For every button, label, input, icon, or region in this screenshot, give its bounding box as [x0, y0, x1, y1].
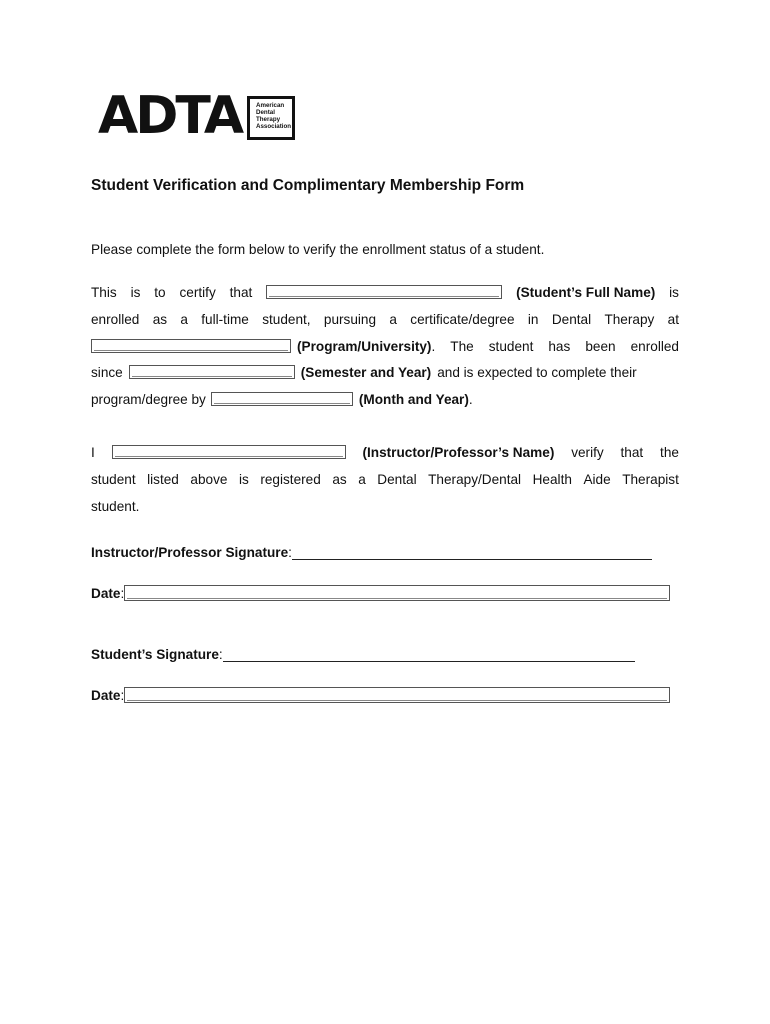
word: pursuing: [323, 311, 377, 327]
colon: :: [218, 647, 223, 662]
word: since: [91, 364, 123, 380]
word: a: [180, 311, 188, 327]
logo-letters: ADTA: [98, 86, 242, 146]
logo-line-2: Dental: [256, 109, 275, 116]
word: student.: [91, 498, 140, 514]
word: above: [190, 471, 228, 487]
semester-year-field[interactable]: [129, 365, 295, 379]
date-label: Date: [91, 585, 121, 601]
logo-line-3: Therapy: [256, 116, 281, 123]
word: in: [527, 311, 539, 327]
instructor-signature-label: Instructor/Professor Signature: [91, 545, 289, 560]
word: certificate/degree: [410, 311, 515, 327]
word: listed: [147, 471, 179, 487]
colon: :: [120, 687, 125, 703]
instructor-date-field[interactable]: [124, 585, 670, 601]
word: is: [130, 284, 141, 300]
instructor-name-label: (Instructor/Professor’s Name): [362, 444, 555, 460]
colon: :: [288, 545, 292, 560]
form-title: Student Verification and Complimentary Membership Form: [91, 177, 525, 194]
certify-line-1: [91, 282, 679, 302]
word: Aide: [583, 471, 611, 487]
verify-line-2: [91, 469, 679, 489]
intro-text: Please complete the form below to verify the enrollment status of a student.: [91, 242, 545, 257]
verify-line-1: [91, 442, 679, 462]
word: student: [91, 471, 136, 487]
instructor-signature-line[interactable]: [292, 547, 652, 560]
word: as: [152, 311, 168, 327]
verify-line-3: [91, 496, 679, 516]
word: full-time: [201, 311, 249, 327]
word: at: [667, 311, 679, 327]
certify-line-5: [91, 389, 679, 409]
word: student,: [262, 311, 311, 327]
semester-year-label: (Semester and Year): [300, 364, 432, 380]
word: is: [669, 284, 679, 300]
student-signature-line[interactable]: [223, 649, 635, 662]
word: enrolled: [91, 311, 140, 327]
word: been: [585, 338, 616, 354]
certify-line-4: [91, 362, 679, 382]
word: Health: [532, 471, 572, 487]
word: The: [450, 338, 474, 354]
word: Dental: [377, 471, 417, 487]
logo-line-1: American: [256, 102, 285, 109]
certify-line-4-end: and is expected to complete their: [437, 364, 637, 380]
word: Therapist: [622, 471, 679, 487]
word: verify: [571, 444, 604, 460]
certify-line-2: [91, 309, 679, 329]
word: as: [332, 471, 347, 487]
word: student: [488, 338, 534, 354]
program-degree-by: program/degree by: [91, 391, 206, 407]
student-date-field[interactable]: [124, 687, 670, 703]
word: .: [431, 338, 436, 354]
period: .: [468, 391, 473, 407]
instructor-name-field[interactable]: [112, 445, 346, 459]
student-signature-row: [91, 647, 635, 662]
word: I: [91, 444, 95, 460]
word: Therapy/Dental: [428, 471, 522, 487]
word: that: [229, 284, 253, 300]
student-date-row: [91, 687, 670, 703]
word: is: [238, 471, 249, 487]
word: certify: [179, 284, 216, 300]
certify-line-3: [91, 336, 679, 356]
word: This: [91, 284, 117, 300]
date-label: Date: [91, 687, 121, 703]
student-signature-label: Student’s Signature: [91, 647, 219, 662]
word: a: [389, 311, 397, 327]
word: registered: [260, 471, 321, 487]
word: Dental: [551, 311, 592, 327]
certify-line-3-tail: [431, 339, 679, 354]
adta-logo: [98, 86, 308, 146]
word: has: [548, 338, 571, 354]
instructor-date-row: [91, 585, 670, 601]
month-year-label: (Month and Year): [358, 391, 469, 407]
student-full-name-label: (Student’s Full Name): [516, 284, 656, 300]
colon: :: [120, 585, 125, 601]
word: that: [620, 444, 644, 460]
word: to: [154, 284, 166, 300]
program-university-label: (Program/University): [297, 338, 432, 354]
month-year-field[interactable]: [211, 392, 353, 406]
program-university-field[interactable]: [91, 339, 291, 353]
word: Therapy: [604, 311, 655, 327]
word: the: [660, 444, 679, 460]
word: a: [358, 471, 366, 487]
word: enrolled: [630, 338, 679, 354]
logo-line-4: Association: [256, 123, 292, 130]
logo-name-box: [247, 96, 295, 140]
instructor-signature-row: [91, 545, 652, 560]
student-full-name-field[interactable]: [266, 285, 502, 299]
